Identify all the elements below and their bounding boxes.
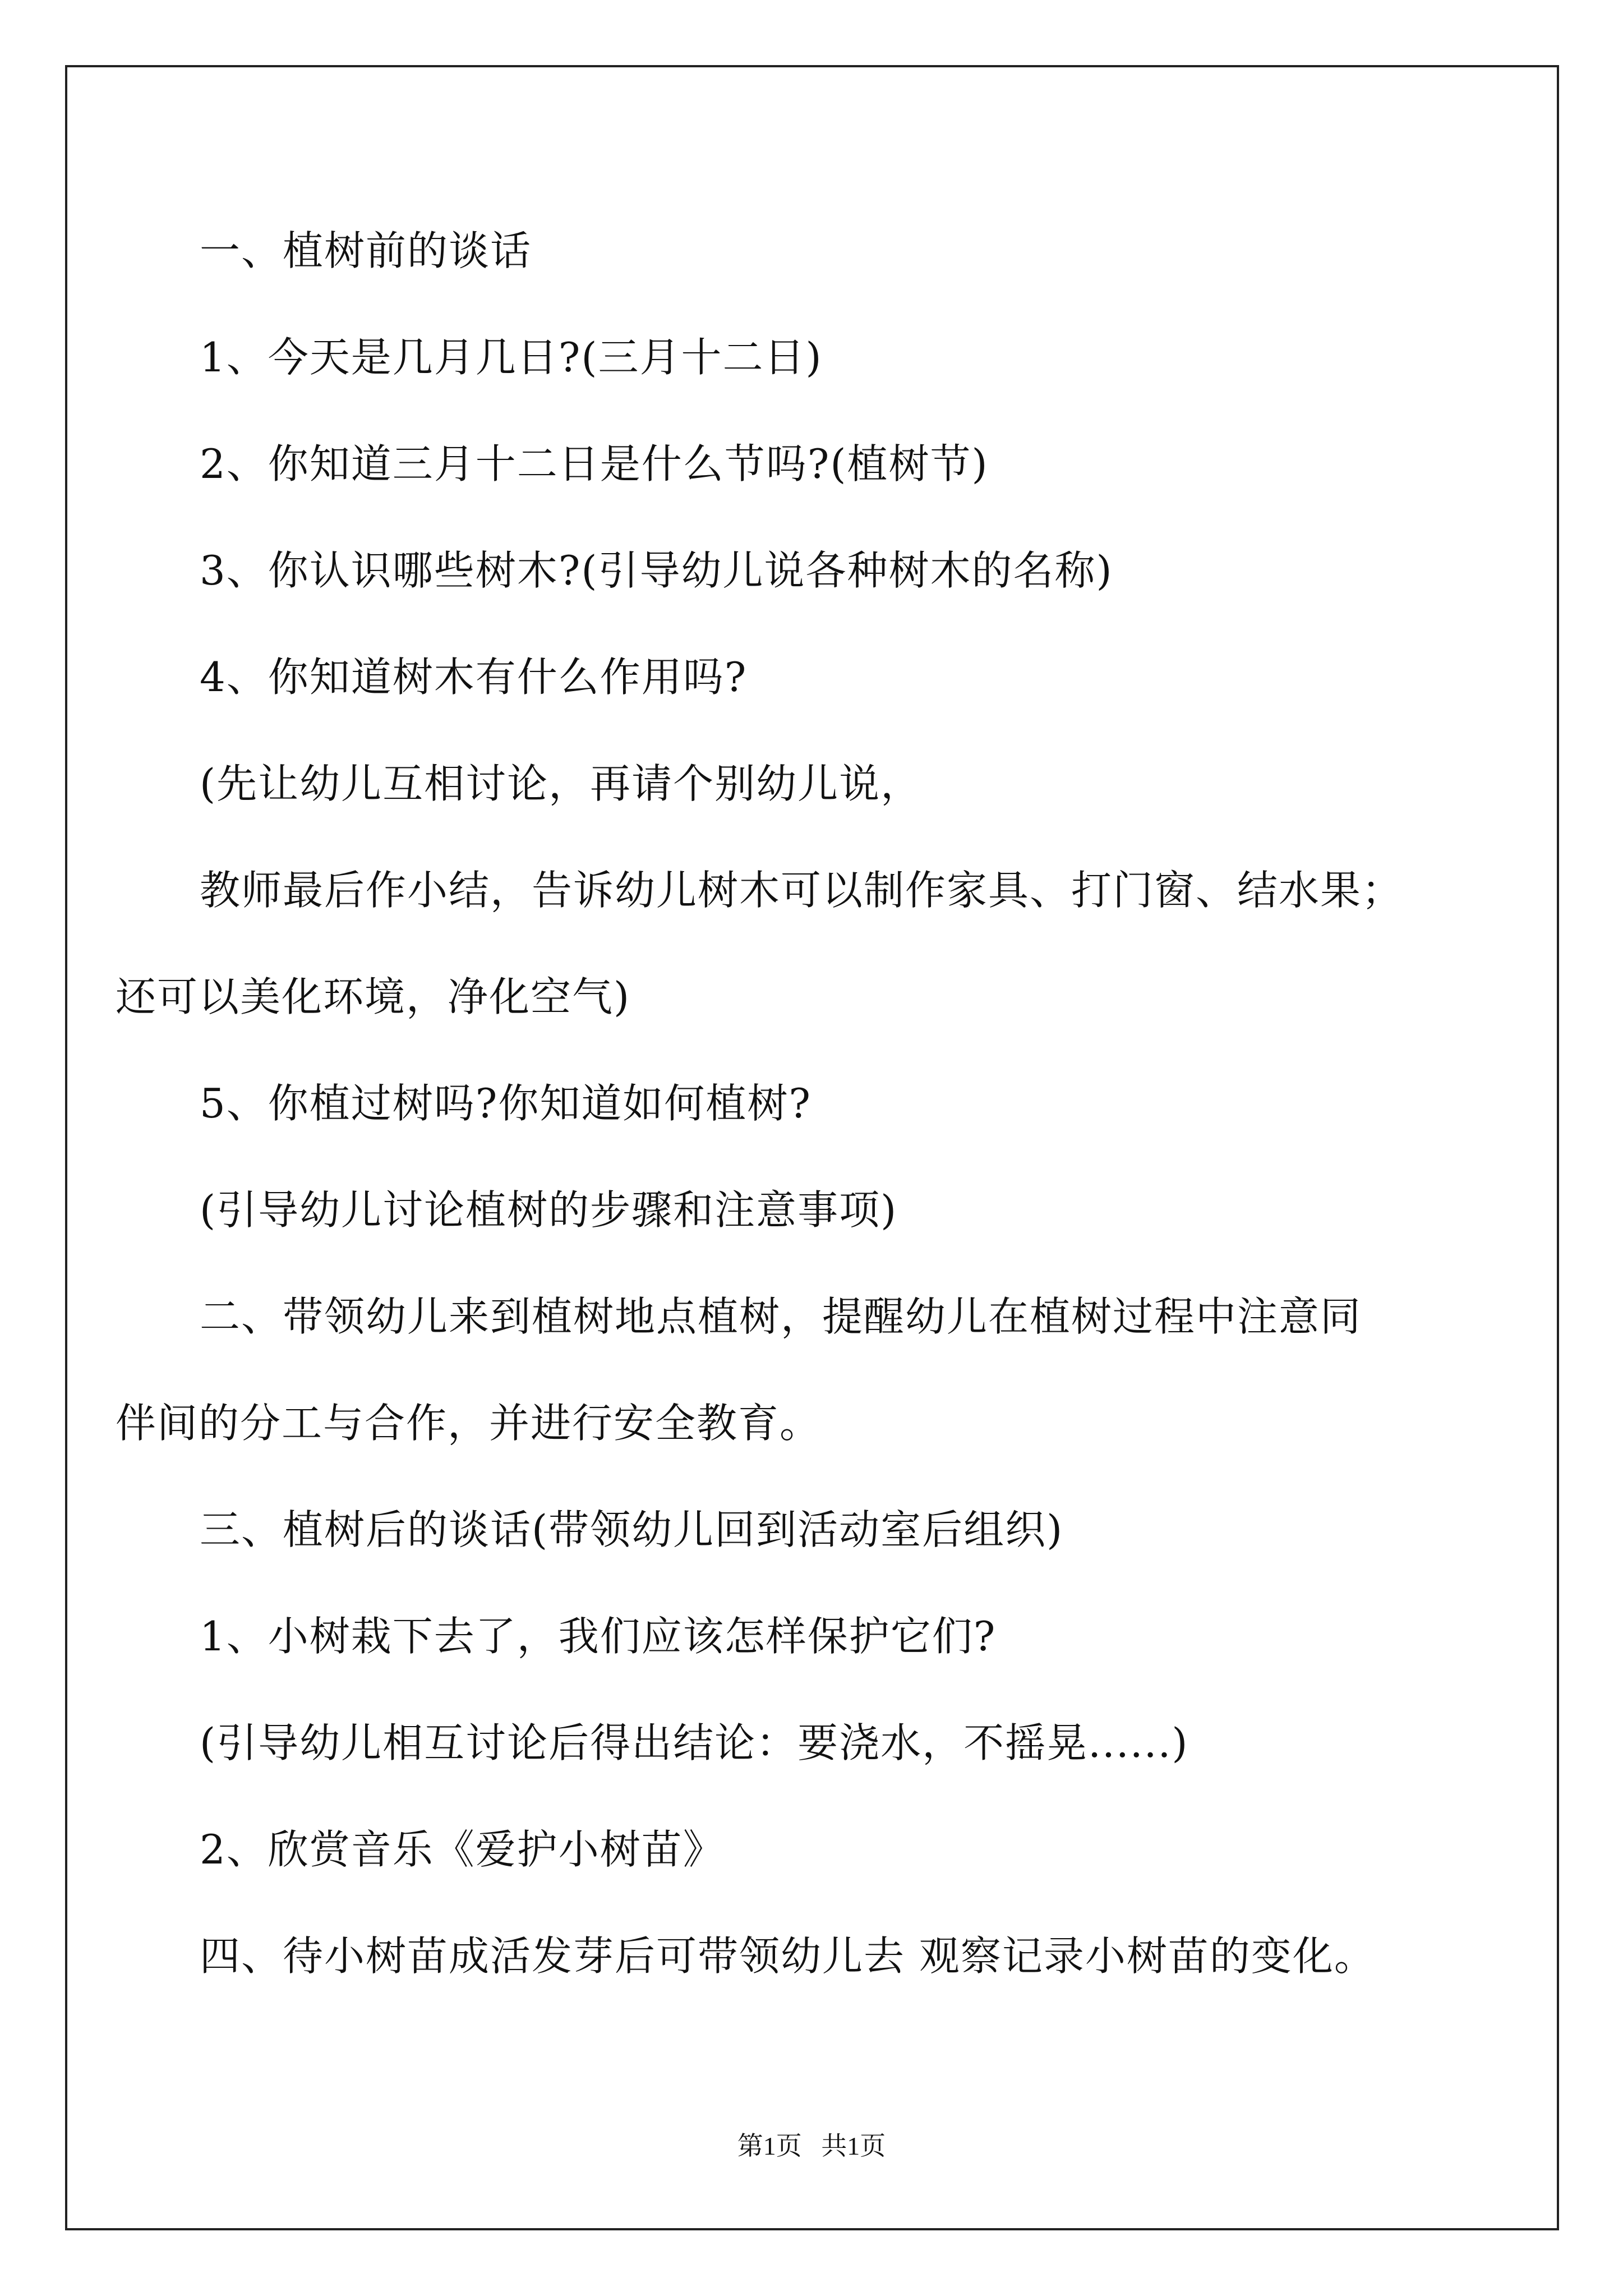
paragraph: 2、欣赏音乐《爱护小树苗》 <box>200 1826 725 1873</box>
page-border <box>65 65 1559 2230</box>
paragraph: 教师最后作小结，告诉幼儿树木可以制作家具、打门窗、结水果； <box>200 867 1404 914</box>
paragraph: 1、小树栽下去了，我们应该怎样保护它们? <box>200 1613 997 1660</box>
paragraph: 4、你知道树木有什么作用吗? <box>200 654 748 701</box>
paragraph: (引导幼儿讨论植树的步骤和注意事项) <box>200 1186 898 1234</box>
section-heading-3: 三、植树后的谈话(带领幼儿回到活动室后组织) <box>200 1506 1064 1553</box>
paragraph: 5、你植过树吗?你知道如何植树? <box>200 1080 812 1127</box>
paragraph: 3、你认识哪些树木?(引导幼儿说各种树木的名称) <box>200 547 1113 594</box>
paragraph: (引导幼儿相互讨论后得出结论：要浇水，不摇晃......) <box>200 1719 1189 1766</box>
paragraph: (先让幼儿互相讨论，再请个别幼儿说， <box>200 760 923 807</box>
paragraph: 1、今天是几月几日?(三月十二日) <box>200 334 823 381</box>
section-heading-4: 四、待小树苗成活发芽后可带领幼儿去 观察记录小树苗的变化。 <box>200 1932 1376 1980</box>
section-heading-2: 二、带领幼儿来到植树地点植树，提醒幼儿在植树过程中注意同 <box>200 1293 1362 1340</box>
paragraph-continuation: 还可以美化环境，净化空气) <box>116 973 631 1020</box>
paragraph-continuation: 伴间的分工与合作，并进行安全教育。 <box>116 1400 822 1447</box>
paragraph: 2、你知道三月十二日是什么节吗?(植树节) <box>200 440 989 487</box>
section-heading-1: 一、植树前的谈话 <box>200 227 532 274</box>
page-number-footer: 第1页 共1页 <box>737 2132 886 2160</box>
